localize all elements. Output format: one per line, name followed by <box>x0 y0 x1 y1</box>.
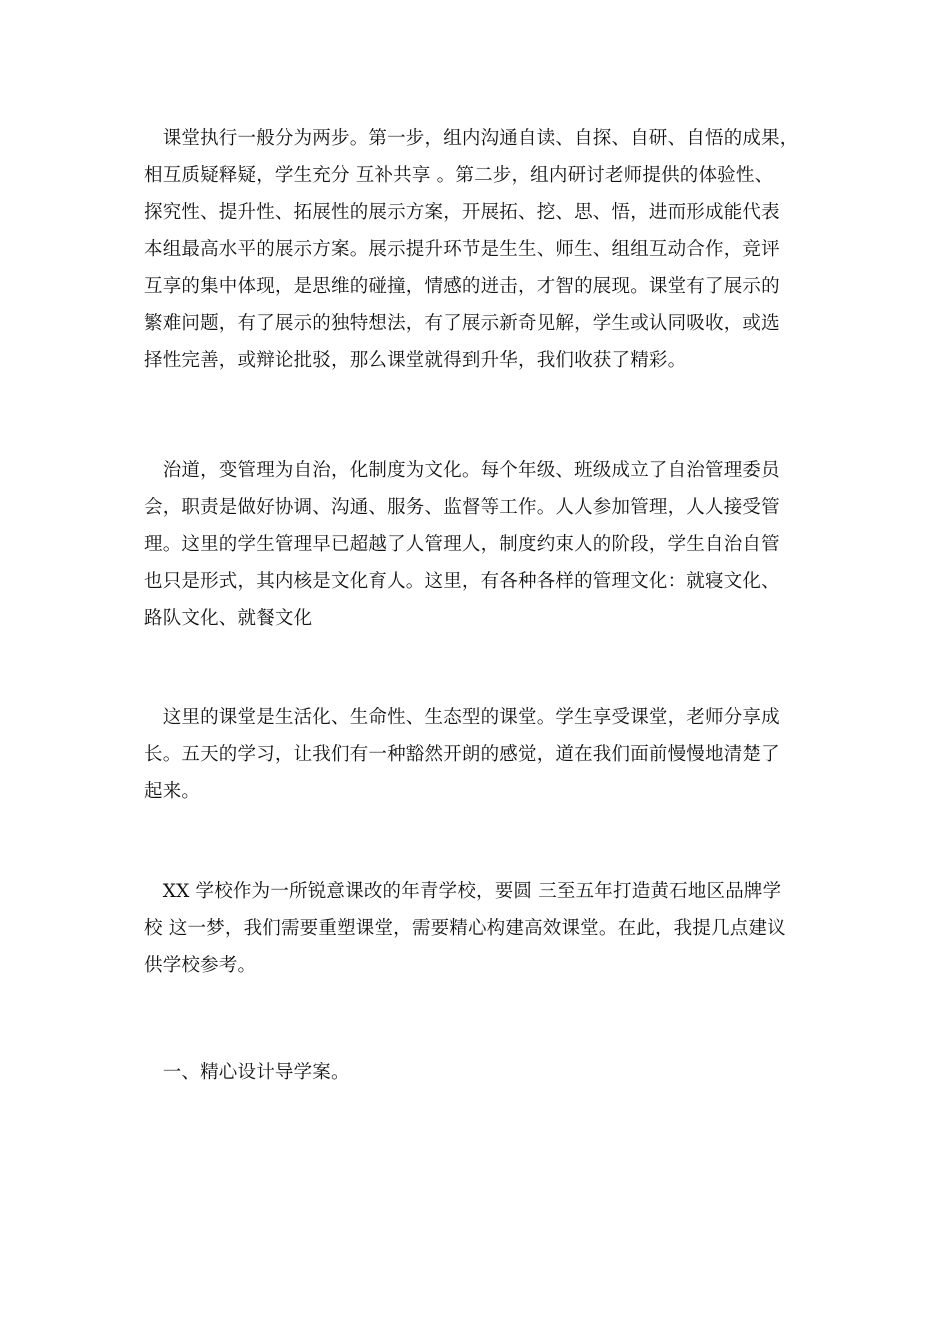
paragraph-classroom-steps <box>144 120 808 379</box>
text-line: 课堂执行一般分为两步。第一步，组内沟通自读、自探、自研、自悟的成果， <box>144 128 799 149</box>
text-line: 探究性、提升性、拓展性的展示方案，开展拓、挖、思、悟，进而形成能代表 <box>144 202 780 223</box>
paragraph-classroom-life <box>144 699 808 810</box>
text-line: 路队文化、就餐文化 <box>144 608 313 629</box>
text-line: 理。这里的学生管理早已超越了人管理人，制度约束人的阶段，学生自治自管 <box>144 534 780 555</box>
text-line: 长。五天的学习，让我们有一种豁然开朗的感觉，道在我们面前慢慢地清楚了 <box>144 744 780 765</box>
section-heading-guide-design <box>144 1054 808 1091</box>
text-line: 一、精心设计导学案。 <box>144 1062 350 1083</box>
paragraph-school-goal <box>144 873 808 984</box>
text-line: 起来。 <box>144 781 201 802</box>
text-line: 供学校参考。 <box>144 955 257 976</box>
text-line: XX 学校作为一所锐意课改的年青学校，要圆 三至五年打造黄石地区品牌学 <box>144 881 782 902</box>
text-line: 校 这一梦，我们需要重塑课堂，需要精心构建高效课堂。在此，我提几点建议 <box>144 918 786 939</box>
text-line: 互享的集中体现，是思维的碰撞，情感的迸击，才智的展现。课堂有了展示的 <box>144 276 780 297</box>
text-line: 繁难问题，有了展示的独特想法，有了展示新奇见解，学生或认同吸收，或选 <box>144 313 780 334</box>
text-line: 会，职责是做好协调、沟通、服务、监督等工作。人人参加管理，人人接受管 <box>144 497 780 518</box>
text-line: 相互质疑释疑，学生充分 互补共享 。第二步，组内研讨老师提供的体验性、 <box>144 165 774 186</box>
paragraph-self-governance <box>144 452 808 637</box>
text-line: 择性完善，或辩论批驳，那么课堂就得到升华，我们收获了精彩。 <box>144 350 687 371</box>
text-line: 本组最高水平的展示方案。展示提升环节是生生、师生、组组互动合作，竞评 <box>144 239 780 260</box>
text-line: 治道，变管理为自治，化制度为文化。每个年级、班级成立了自治管理委员 <box>144 460 780 481</box>
text-line: 也只是形式，其内核是文化育人。这里，有各种各样的管理文化：就寝文化、 <box>144 571 780 592</box>
text-line: 这里的课堂是生活化、生命性、生态型的课堂。学生享受课堂，老师分享成 <box>144 707 780 728</box>
